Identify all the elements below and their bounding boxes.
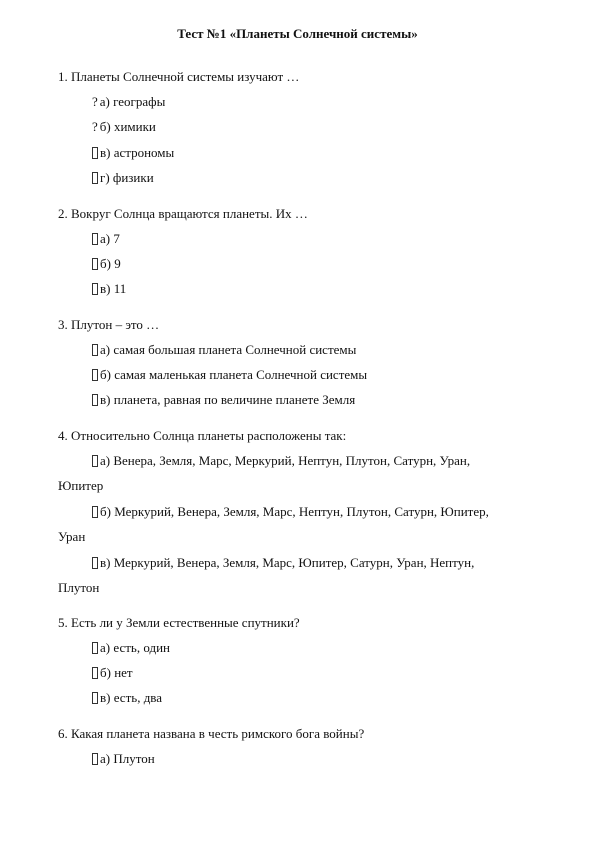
question-3-option-a: [92, 342, 356, 358]
option-label: а) географы: [99, 94, 166, 109]
option-label: б) химики: [99, 119, 156, 134]
question-3-text: 3. Плутон – это …: [58, 317, 160, 332]
checkbox-icon: [92, 642, 98, 654]
checkbox-icon: [92, 147, 98, 159]
checkbox-icon: [92, 455, 98, 467]
option-label: а) Плутон: [100, 751, 155, 766]
question-4-option-a-continuation: Юпитер: [58, 478, 104, 493]
checkbox-icon: [92, 753, 98, 765]
question-2-text: 2. Вокруг Солнца вращаются планеты. Их …: [58, 206, 308, 221]
checkbox-icon: [92, 258, 98, 270]
question-4-text: 4. Относительно Солнца планеты расположены так:: [58, 428, 347, 443]
checkbox-icon: [92, 692, 98, 704]
question-4-option-b-continuation: Уран: [58, 529, 86, 544]
option-label: в) Меркурий, Венера, Земля, Марс, Юпитер, Сатурн, Уран, Нептун,: [100, 555, 475, 570]
checkbox-icon: [92, 667, 98, 679]
checkbox-icon: [92, 557, 98, 569]
option-label: г) физики: [100, 170, 154, 185]
question-6-text: 6. Какая планета названа в честь римского бога войны?: [58, 726, 365, 741]
question-1-option-b: [92, 119, 156, 135]
question-5-text: 5. Есть ли у Земли естественные спутники?: [58, 615, 300, 630]
option-label: а) самая большая планета Солнечной системы: [100, 342, 357, 357]
question-5-option-c: [92, 690, 162, 706]
question-1-option-d: [92, 170, 154, 186]
question-5-option-a: [92, 640, 170, 656]
checkbox-icon: [92, 369, 98, 381]
question-1-text: 1. Планеты Солнечной системы изучают …: [58, 69, 300, 84]
option-label: в) планета, равная по величине планете Земля: [100, 392, 356, 407]
option-label: б) 9: [100, 256, 121, 271]
question-3-option-b: [92, 367, 367, 383]
option-label: б) самая маленькая планета Солнечной системы: [100, 367, 368, 382]
checkbox-icon: [92, 394, 98, 406]
option-label: а) Венера, Земля, Марс, Меркурий, Нептун, Плутон, Сатурн, Уран,: [100, 453, 471, 468]
question-2-option-b: [92, 256, 121, 272]
option-label: а) 7: [100, 231, 120, 246]
question-6-option-a: [92, 751, 155, 767]
question-3-option-c: [92, 392, 355, 408]
question-4-option-c: [92, 555, 474, 571]
question-1-option-a: [92, 94, 165, 110]
question-mark-glyph: ?: [92, 119, 98, 134]
option-label: а) есть, один: [100, 640, 170, 655]
option-label: б) Меркурий, Венера, Земля, Марс, Нептун, Плутон, Сатурн, Юпитер,: [100, 504, 489, 519]
option-label: б) нет: [100, 665, 133, 680]
checkbox-icon: [92, 344, 98, 356]
checkbox-icon: [92, 233, 98, 245]
checkbox-icon: [92, 283, 98, 295]
question-2-option-a: [92, 231, 120, 247]
page-title: Тест №1 «Планеты Солнечной системы»: [177, 26, 418, 41]
option-label: в) 11: [100, 281, 127, 296]
question-2-option-c: [92, 281, 126, 297]
question-4-option-b: [92, 504, 489, 520]
question-4-option-a: [92, 453, 470, 469]
checkbox-icon: [92, 172, 98, 184]
checkbox-icon: [92, 506, 98, 518]
option-label: в) астрономы: [100, 145, 175, 160]
option-label: в) есть, два: [100, 690, 163, 705]
question-5-option-b: [92, 665, 133, 681]
question-4-option-c-continuation: Плутон: [58, 580, 100, 595]
question-1-option-c: [92, 145, 174, 161]
question-mark-glyph: ?: [92, 94, 98, 109]
